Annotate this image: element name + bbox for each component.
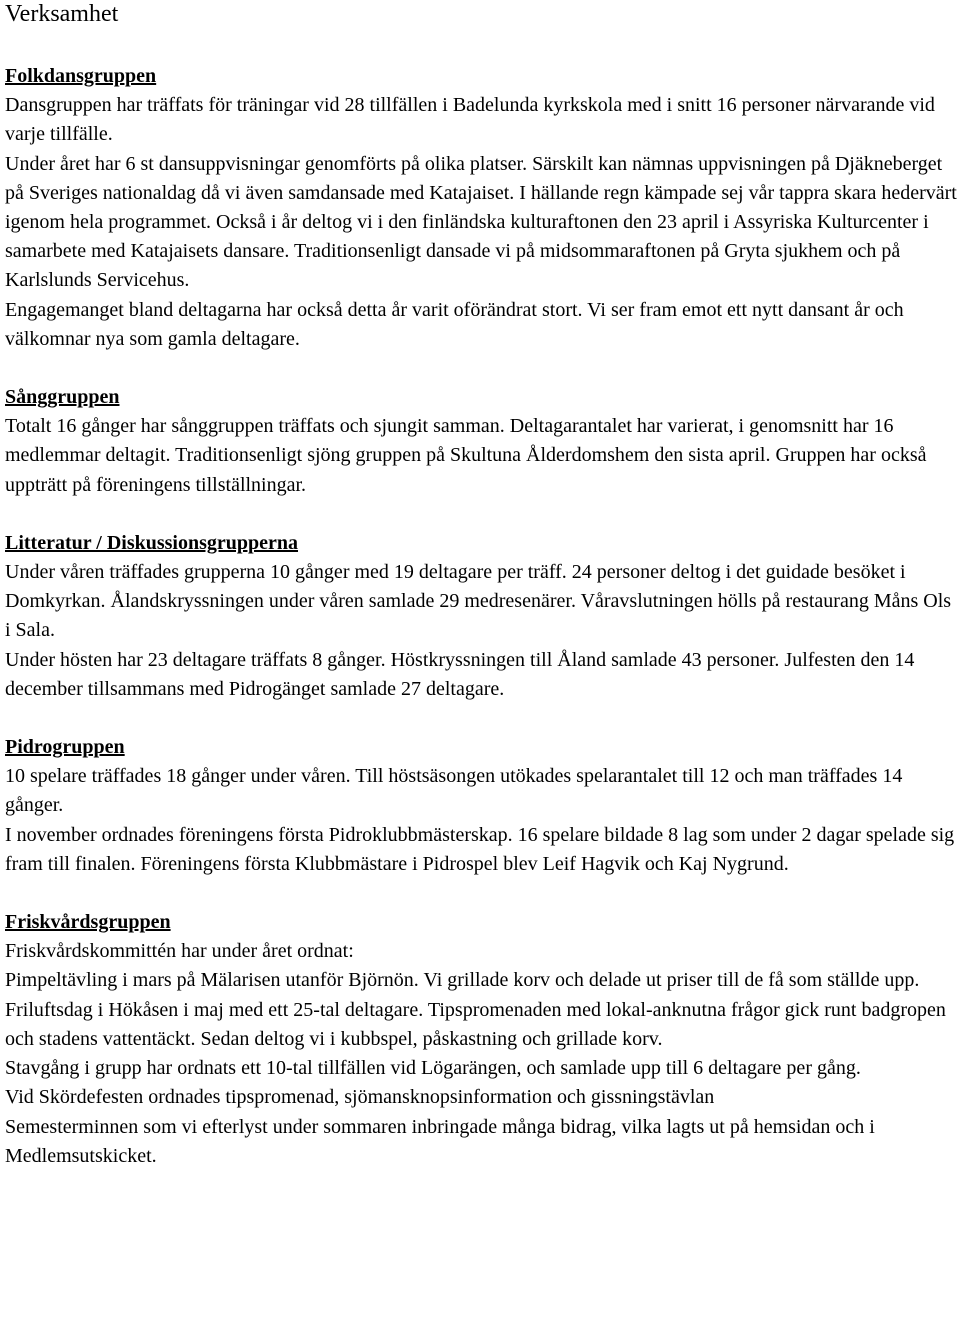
paragraph-line: Pimpeltävling i mars på Mälarisen utanför Björnön. Vi grillade korv och delade ut priser till de få som ställde upp. bbox=[5, 969, 920, 992]
section-heading-text: Sånggruppen bbox=[5, 386, 120, 409]
section-body bbox=[5, 937, 960, 1171]
paragraph-line: Friskvårdskommittén har under året ordnat: bbox=[5, 940, 354, 963]
section-heading bbox=[5, 529, 960, 558]
paragraph-line: Totalt 16 gånger har sånggruppen träffats och sjungit samman. Deltagarantalet har varierat, i genomsnitt har 16 medlemmar deltagit. Traditionsenligt sjöng gruppen på Skultuna Ålderdomshem den sista april. Gruppen har också uppträtt på föreningens tillställningar. bbox=[5, 415, 927, 496]
section-heading-text: Folkdansgruppen bbox=[5, 65, 157, 87]
section-heading bbox=[5, 908, 960, 937]
paragraph-line: Stavgång i grupp har ordnats ett 10-tal tillfällen vid Lögarängen, och samlade upp till 6 deltagare per gång. bbox=[5, 1057, 861, 1080]
section-heading bbox=[5, 62, 960, 91]
section-spacer bbox=[5, 704, 960, 733]
section-folkdansgruppen bbox=[5, 62, 960, 354]
section-heading bbox=[5, 733, 960, 762]
section-spacer bbox=[5, 500, 960, 529]
title-spacer bbox=[5, 28, 960, 62]
section-heading bbox=[5, 383, 960, 412]
paragraph-line: Under året har 6 st dansuppvisningar genomförts på olika platser. Särskilt kan nämnas uppvisningen på Djäkneberget på Sveriges nationaldag då vi även samdansade med Katajaiset. I hällande regn kämpade sej vår tappra skara hedervärt igenom hela programmet. Också i år deltog vi i den finländska kulturaftonen den 23 april i Assyriska Kulturcenter i samarbete med Katajaisets dansare. Traditionsenligt dansade vi på midsommaraftonen på Gryta sjukhem och på Karlslunds Servicehus. bbox=[5, 152, 957, 292]
section-spacer bbox=[5, 879, 960, 908]
section-heading-text: Pidrogruppen bbox=[5, 736, 125, 759]
section-body bbox=[5, 412, 960, 500]
section-body bbox=[5, 558, 960, 704]
paragraph-line: Engagemanget bland deltagarna har också detta år varit oförändrat stort. Vi ser fram emot ett nytt dansant år och välkomnar nya som gamla deltagare. bbox=[5, 298, 904, 350]
paragraph-line: Semesterminnen som vi efterlyst under sommaren inbringade många bidrag, vilka lagts ut på hemsidan och i Medlemsutskicket. bbox=[5, 1115, 875, 1167]
section-litteratur bbox=[5, 529, 960, 704]
paragraph-line: Vid Skördefesten ordnades tipspromenad, sjömansknopsinformation och gissningstävlan bbox=[5, 1086, 715, 1109]
paragraph-line: Friluftsdag i Hökåsen i maj med ett 25-tal deltagare. Tipspromenaden med lokal-anknutna frågor gick runt badgropen och stadens vattentäckt. Sedan deltog vi i kubbspel, påskastning och grillade korv. bbox=[5, 998, 946, 1050]
paragraph-line: Under hösten har 23 deltagare träffats 8 gånger. Höstkryssningen till Åland samlade 43 personer. Julfesten den 14 december tillsammans med Pidrogänget samlade 27 deltagare. bbox=[5, 648, 915, 700]
section-spacer bbox=[5, 354, 960, 383]
paragraph-line: I november ordnades föreningens första Pidroklubbmästerskap. 16 spelare bildade 8 lag som under 2 dagar spelade sig fram till finalen. Föreningens första Klubbmästare i Pidrospel blev Leif Hagvik och Kaj Nygrund. bbox=[5, 823, 955, 875]
section-body bbox=[5, 91, 960, 354]
paragraph-line: 10 spelare träffades 18 gånger under våren. Till höstsäsongen utökades spelarantalet till 12 och man träffades 14 gånger. bbox=[5, 765, 903, 817]
paragraph-line: Under våren träffades grupperna 10 gånger med 19 deltagare per träff. 24 personer deltog i det guidade besöket i Domkyrkan. Ålandskryssningen under våren samlade 29 medresenärer. Våravslutningen hölls på restaurang Måns Ols i Sala. bbox=[5, 561, 952, 642]
section-pidrogruppen bbox=[5, 733, 960, 879]
section-heading-text: Friskvårdsgruppen bbox=[5, 911, 171, 934]
section-friskvardsgruppen bbox=[5, 908, 960, 1171]
paragraph-line: Dansgruppen har träffats för träningar vid 28 tillfällen i Badelunda kyrkskola med i snitt 16 personer närvarande vid varje tillfälle. bbox=[5, 94, 935, 146]
page-title: Verksamhet bbox=[5, 1, 119, 27]
section-body bbox=[5, 762, 960, 879]
section-sanggruppen bbox=[5, 383, 960, 500]
section-heading-text: Litteratur / Diskussionsgrupperna bbox=[5, 531, 299, 554]
